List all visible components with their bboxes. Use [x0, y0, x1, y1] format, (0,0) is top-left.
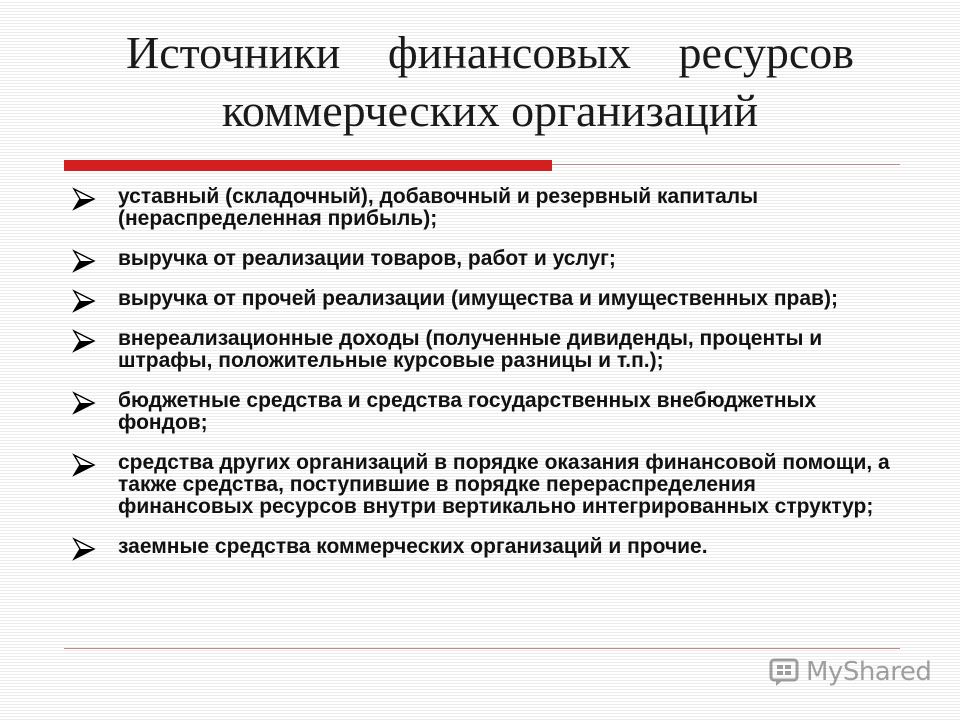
bullet-text: внереализационные доходы (полученные дивиденды, проценты и штрафы, положительные курсовые разницы и т.п.);	[118, 327, 823, 372]
bullet-item	[60, 248, 890, 270]
footer-divider-line	[64, 648, 900, 649]
checkmark-arrow-icon	[72, 249, 96, 273]
bullet-text: средства других организаций в порядке оказания финансовой помощи, а также средства, поступившие в порядке перераспределения финансовых ресурсов внутри вертикально интегрированных структур;	[118, 451, 890, 518]
checkmark-arrow-icon	[72, 187, 96, 211]
bullet-item	[60, 328, 890, 372]
title-accent-bar	[64, 160, 552, 171]
title-divider-line	[552, 164, 900, 165]
checkmark-arrow-icon	[72, 329, 96, 353]
checkmark-arrow-icon	[72, 289, 96, 313]
bullet-item	[60, 536, 890, 558]
checkmark-arrow-icon	[72, 391, 96, 415]
slide-title-line-2: коммерческих организаций	[221, 85, 759, 136]
bullet-text: бюджетные средства и средства государственных внебюджетных фондов;	[118, 389, 817, 434]
bullet-text: выручка от реализации товаров, работ и услуг;	[118, 247, 616, 270]
bullet-item	[60, 390, 890, 434]
checkmark-arrow-icon	[72, 453, 96, 477]
bullet-item	[60, 186, 890, 230]
bullet-item	[60, 452, 890, 518]
bullet-text: заемные средства коммерческих организаций и прочие.	[118, 535, 708, 558]
bullet-text: уставный (складочный), добавочный и резервный капиталы (нераспределенная прибыль);	[118, 185, 759, 230]
sources-bullet-list	[60, 186, 890, 576]
slide-title-line-1: Источники финансовых ресурсов	[126, 27, 854, 78]
slide-title	[60, 24, 920, 140]
watermark	[768, 654, 931, 690]
checkmark-arrow-icon	[72, 537, 96, 561]
bullet-item	[60, 288, 890, 310]
bullet-text: выручка от прочей реализации (имущества и имущественных прав);	[118, 287, 838, 310]
myshared-logo-icon	[768, 656, 802, 688]
watermark-text: MyShared	[806, 657, 932, 687]
